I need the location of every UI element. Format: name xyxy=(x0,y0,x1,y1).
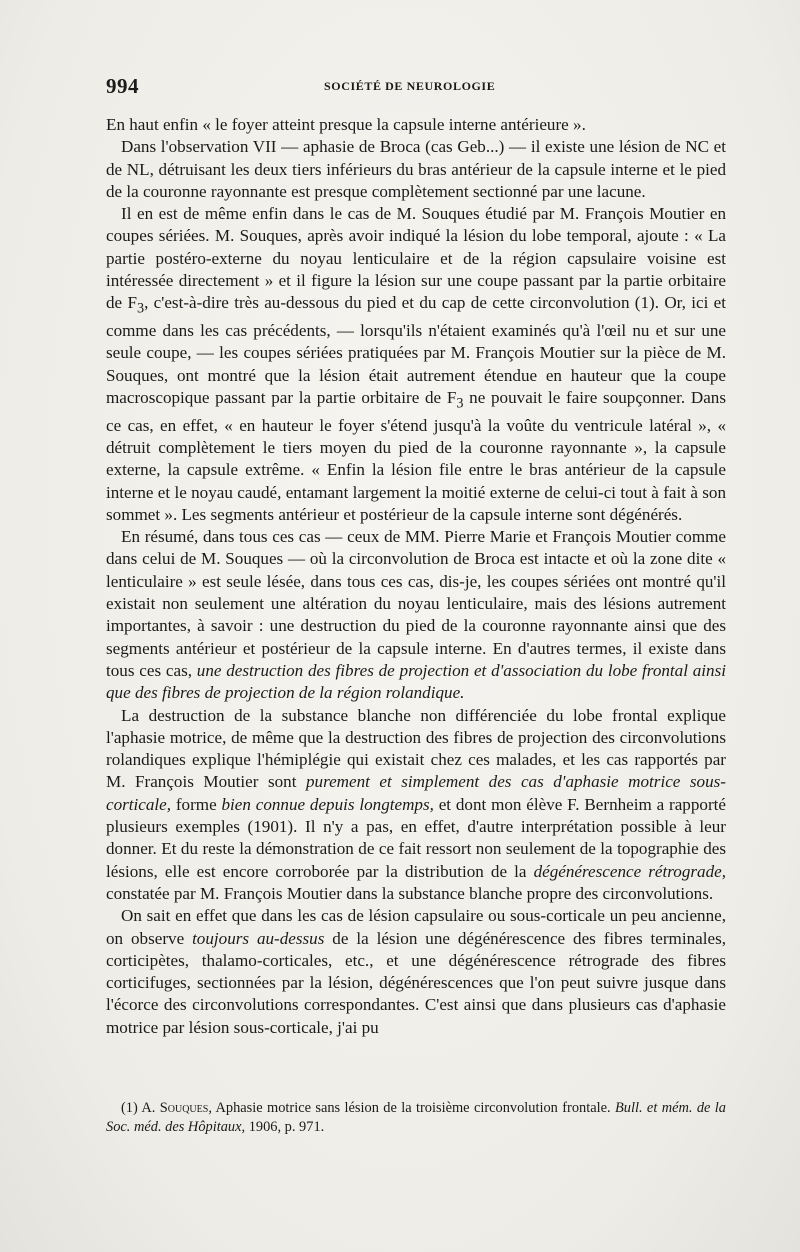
paragraph-5-text-a: La destruction de la substance blanche non différenciée du lobe frontal explique l'aphasie motrice, de même que la destruction des fibres de projection des circonvolutions rolandiques explique l'hémiplégie qui existait chez ces malades, et les cas rapportés par M. François Moutier sont xyxy=(106,705,726,792)
paragraph-5-emphasis-2: bien connue depuis longtemps, xyxy=(221,794,434,814)
paragraph-4 xyxy=(106,526,726,704)
paragraph-1-text: En haut enfin « le foyer atteint presque la capsule interne antérieure ». xyxy=(106,115,586,134)
footnote-citation: 1906, p. 971. xyxy=(245,1119,325,1135)
paragraph-5-text-c: et dont mon élève F. Bernheim a rapporté plusieurs exemples (1901). Il n'y a pas, en effet, d'autre interprétation possible à leur donner. Et du reste la démonstration de ce fait ressort non seulement de la topographie des lésions, elle est encore corroborée par la distribution de la xyxy=(106,794,726,881)
paragraph-2-text: Dans l'observation VII — aphasie de Broca (cas Geb...) — il existe une lésion de NC et de NL, détruisant les deux tiers inférieurs du bras antérieur de la capsule interne et le pied de la couronne rayonnante est presque complètement sectionné par une lacune. xyxy=(106,137,726,201)
paragraph-5-emphasis-3: dégénérescence rétrograde, xyxy=(533,861,726,881)
page-number: 994 xyxy=(106,74,139,98)
footnote-title: , Aphasie motrice sans lésion de la troisième circonvolution frontale. xyxy=(208,1100,615,1116)
subscript-f3-second: 3 xyxy=(456,395,464,412)
subscript-f3-first: 3 xyxy=(136,300,145,317)
paragraph-5 xyxy=(106,705,726,906)
paragraph-2 xyxy=(106,136,726,203)
paragraph-4-emphasis: une destruction des fibres de projection et d'association du lobe frontal ainsi que des fibres de projection de la région rolandique. xyxy=(106,660,726,703)
footnote-1 xyxy=(106,1099,726,1137)
paragraph-6-text-a: On sait en effet que dans les cas de lésion capsulaire ou sous-corticale un peu ancienne, on observe xyxy=(106,906,726,948)
paragraph-3-text-a: Il en est de même enfin dans le cas de M. Souques étudié par M. François Moutier en coupes sériées. M. Souques, après avoir indiqué la lésion du lobe temporal, ajoute : « La partie postéro-externe du noyau lenticulaire et de la région capsulaire voisine est intéressée directement » et il figure la lésion sur une coupe passant par la partie orbitaire de F xyxy=(106,204,726,313)
paragraph-5-emphasis-1: purement et simplement des cas d'aphasie motrice sous-corticale, xyxy=(106,772,726,814)
footnote-author: Souques xyxy=(159,1100,209,1116)
paragraph-5-text-b: forme xyxy=(171,794,222,814)
paragraph-6-text-b: de la lésion une dégénérescence des fibres terminales, corticipètes, thalamo-corticales, etc., et une dégénérescence rétrograde des fibres corticifuges, sectionnées par la lésion, dégénérescences que l'on peut suivre jusque dans l'écorce des circonvolutions correspondantes. C'est ainsi que dans plusieurs cas d'aphasie motrice par lésion sous-corticale, j'ai pu xyxy=(106,928,726,1037)
paragraph-5-text-d: constatée par M. François Moutier dans la substance blanche propre des circonvolutions. xyxy=(106,883,714,903)
footnote-marker: (1) A. xyxy=(121,1100,160,1116)
paragraph-1 xyxy=(106,114,726,136)
paragraph-3-text-b: , c'est-à-dire très au-dessous du pied et du cap de cette circonvolution (1). Or, ici et comme dans les cas précédents, — lorsqu'ils n'étaient examinés qu'à l'œil nu et sur une seule coupe, — les coupes sériées pratiquées par M. François Moutier sur la pièce de M. Souques, ont montré que la lésion était autrement étendue en hauteur que la coupe macroscopique passant par la partie orbitaire de F xyxy=(106,293,727,407)
paragraph-4-text: En résumé, dans tous ces cas — ceux de MM. Pierre Marie et François Moutier comme dans celui de M. Souques — où la circonvolution de Broca est intacte et où la zone dite « lenticulaire » est seule lésée, dans tous ces cas, dis-je, les coupes sériées ont montré qu'il existait non seulement une altération du noyau lenticulaire, mais des lésions autrement importantes, à savoir : une destruction du pied de la couronne rayonnante ainsi que des segments antérieur et postérieur de la capsule interne. En d'autres termes, il existe dans tous ces cas, xyxy=(106,527,726,680)
paragraph-6-emphasis: toujours au-dessus xyxy=(192,928,325,948)
page-header xyxy=(106,74,726,100)
footnote xyxy=(106,1099,726,1137)
footnote-journal: Bull. et mém. de la Soc. méd. des Hôpitaux, xyxy=(106,1100,726,1135)
paragraph-3-text-c: ne pouvait le faire soupçonner. Dans ce cas, en effet, « en hauteur le foyer s'étend jusqu'à la voûte du ventricule latéral », « détruit complètement le tiers moyen du pied de la couronne rayonnante », la capsule externe, la capsule extrême. « Enfin la lésion file entre le bras antérieur de la capsule interne et le noyau caudé, entamant largement la moitié externe de celui-ci tout à fait à son sommet ». Les segments antérieur et postérieur de la capsule interne sont dégénérés. xyxy=(106,387,727,524)
running-head: SOCIÉTÉ DE NEUROLOGIE xyxy=(324,79,496,93)
paragraph-6 xyxy=(106,905,726,1039)
body-text xyxy=(106,114,726,1039)
paragraph-3 xyxy=(106,203,726,526)
